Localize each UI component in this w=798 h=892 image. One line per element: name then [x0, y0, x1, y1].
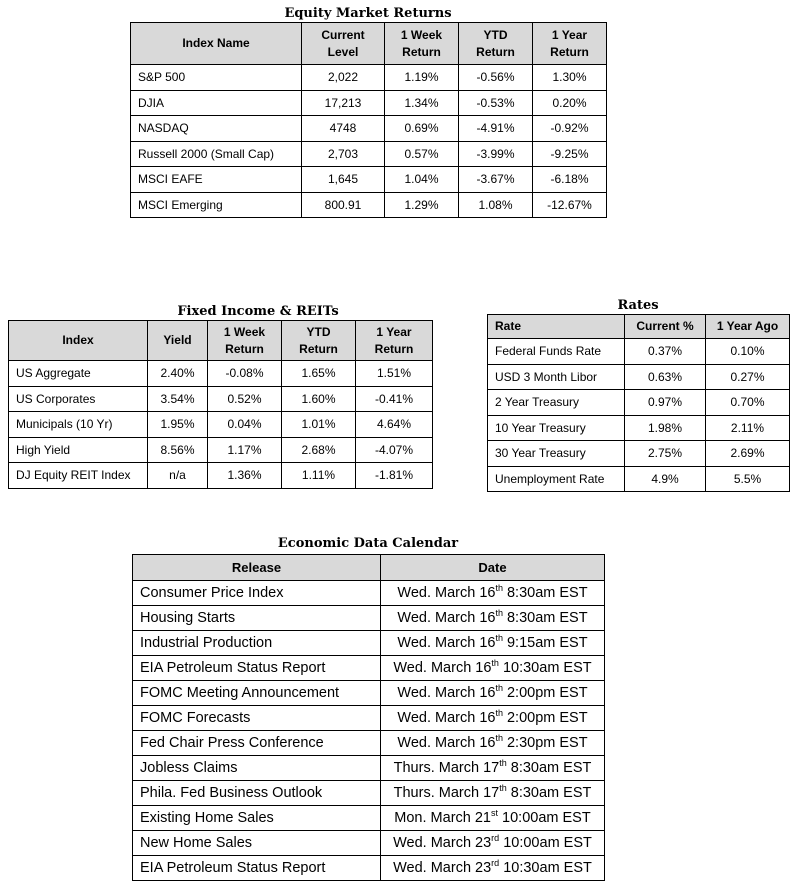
calendar-release-cell: Fed Chair Press Conference [133, 731, 381, 756]
calendar-date-suffix: th [499, 783, 507, 794]
calendar-date-time: 2:30pm EST [502, 735, 588, 751]
rates-cell: 0.37% [625, 339, 706, 365]
equity-cell: 1.19% [385, 65, 459, 91]
calendar-date-time: 10:00am EST [498, 810, 591, 826]
calendar-date-cell [381, 681, 605, 706]
equity-table-header [131, 23, 607, 65]
equity-header-label: Return [402, 44, 441, 59]
rates-table-header [488, 315, 790, 339]
calendar-date-cell [381, 606, 605, 631]
rates-cell: 10 Year Treasury [488, 415, 625, 441]
calendar-release-cell: New Home Sales [133, 831, 381, 856]
fixed-income-header-cell [356, 321, 433, 361]
rates-cell: Unemployment Rate [488, 466, 625, 492]
equity-cell: MSCI Emerging [131, 192, 302, 218]
calendar-date-time: 8:30am EST [506, 785, 592, 801]
equity-cell: 1.08% [459, 192, 533, 218]
fixed-income-table [8, 320, 433, 489]
calendar-release-cell: Housing Starts [133, 606, 381, 631]
fixed-income-title: Fixed Income & REITs [177, 304, 339, 319]
rates-header-cell [625, 315, 706, 339]
equity-cell: -9.25% [533, 141, 607, 167]
equity-row [131, 141, 607, 167]
rates-row [488, 441, 790, 467]
rates-section [487, 298, 790, 492]
calendar-date-time: 8:30am EST [506, 760, 592, 776]
fixed-income-cell: 2.68% [282, 437, 356, 463]
fixed-income-header-label: Yield [163, 333, 192, 347]
calendar-date-day: Thurs. March 17 [393, 785, 500, 801]
fixed-income-cell: 1.95% [148, 412, 208, 438]
fixed-income-header-label: YTD [306, 324, 331, 339]
equity-cell: 2,022 [302, 65, 385, 91]
fixed-income-cell: US Aggregate [9, 361, 148, 387]
calendar-release-cell: FOMC Forecasts [133, 706, 381, 731]
equity-cell: 0.57% [385, 141, 459, 167]
equity-cell: -12.67% [533, 192, 607, 218]
equity-header-cell [533, 23, 607, 65]
fixed-income-cell: High Yield [9, 437, 148, 463]
calendar-date-suffix: rd [491, 833, 500, 844]
fixed-income-cell: US Corporates [9, 386, 148, 412]
calendar-row [133, 606, 605, 631]
calendar-date-day: Wed. March 16 [397, 685, 496, 701]
equity-cell: NASDAQ [131, 116, 302, 142]
rates-header-label: Rate [495, 319, 522, 333]
rates-cell: 4.9% [625, 466, 706, 492]
calendar-release-cell: EIA Petroleum Status Report [133, 656, 381, 681]
calendar-date-cell [381, 856, 605, 881]
fixed-income-row [9, 437, 433, 463]
calendar-row [133, 656, 605, 681]
calendar-row [133, 806, 605, 831]
calendar-date-day: Wed. March 16 [397, 635, 496, 651]
equity-cell: 1.30% [533, 65, 607, 91]
calendar-date-suffix: rd [491, 858, 500, 869]
fixed-income-header-label: Return [374, 341, 414, 356]
equity-header-label: Index Name [182, 36, 250, 50]
rates-cell: 2.75% [625, 441, 706, 467]
fixed-income-cell: 4.64% [356, 412, 433, 438]
rates-row [488, 364, 790, 390]
calendar-release-cell: Consumer Price Index [133, 581, 381, 606]
rates-header-label: Current % [636, 319, 694, 333]
calendar-date-day: Wed. March 16 [397, 585, 496, 601]
calendar-release-cell: EIA Petroleum Status Report [133, 856, 381, 881]
rates-cell: 30 Year Treasury [488, 441, 625, 467]
equity-cell: S&P 500 [131, 65, 302, 91]
fixed-income-cell: 0.52% [208, 386, 282, 412]
calendar-date-time: 8:30am EST [502, 610, 588, 626]
fixed-income-cell: -0.41% [356, 386, 433, 412]
calendar-date-cell [381, 706, 605, 731]
calendar-row [133, 856, 605, 881]
calendar-title: Economic Data Calendar [277, 536, 459, 551]
equity-cell: 1.04% [385, 167, 459, 193]
equity-row [131, 90, 607, 116]
fixed-income-cell: -1.81% [356, 463, 433, 489]
calendar-row [133, 756, 605, 781]
calendar-header-label: Release [231, 560, 282, 575]
calendar-row [133, 581, 605, 606]
fixed-income-header-label: 1 Year [376, 324, 412, 339]
fixed-income-cell: 0.04% [208, 412, 282, 438]
calendar-date-cell [381, 631, 605, 656]
calendar-release-cell: Existing Home Sales [133, 806, 381, 831]
rates-cell: 2.69% [706, 441, 790, 467]
rates-title: Rates [617, 298, 659, 313]
rates-table-body [488, 339, 790, 492]
calendar-date-cell [381, 656, 605, 681]
rates-header-cell [488, 315, 625, 339]
equity-cell: 4748 [302, 116, 385, 142]
rates-row [488, 466, 790, 492]
calendar-table-body [133, 581, 605, 881]
calendar-row [133, 831, 605, 856]
rates-cell: 1.98% [625, 415, 706, 441]
calendar-table-header [133, 555, 605, 581]
fixed-income-cell: 1.60% [282, 386, 356, 412]
equity-table [130, 22, 607, 218]
calendar-date-day: Wed. March 16 [397, 710, 496, 726]
calendar-date-day: Thurs. March 17 [393, 760, 500, 776]
calendar-row [133, 731, 605, 756]
calendar-date-cell [381, 806, 605, 831]
equity-section [130, 6, 607, 218]
calendar-date-day: Wed. March 23 [393, 860, 492, 876]
equity-cell: -0.92% [533, 116, 607, 142]
calendar-date-time: 10:00am EST [499, 835, 592, 851]
fixed-income-header-label: Index [62, 333, 94, 347]
fixed-income-cell: 1.17% [208, 437, 282, 463]
fixed-income-header-cell [282, 321, 356, 361]
fixed-income-cell: -4.07% [356, 437, 433, 463]
calendar-date-day: Wed. March 16 [397, 610, 496, 626]
rates-cell: USD 3 Month Libor [488, 364, 625, 390]
fixed-income-header-cell [9, 321, 148, 361]
equity-header-cell [385, 23, 459, 65]
rates-cell: 0.27% [706, 364, 790, 390]
fixed-income-cell: -0.08% [208, 361, 282, 387]
fixed-income-cell: 1.65% [282, 361, 356, 387]
equity-header-label: Current [321, 27, 365, 42]
fixed-income-cell: 1.11% [282, 463, 356, 489]
rates-cell: Federal Funds Rate [488, 339, 625, 365]
fixed-income-table-body [9, 361, 433, 489]
calendar-release-cell: Industrial Production [133, 631, 381, 656]
equity-cell: 1.29% [385, 192, 459, 218]
equity-header-row [131, 23, 607, 65]
rates-cell: 0.70% [706, 390, 790, 416]
fixed-income-cell: 1.36% [208, 463, 282, 489]
fixed-income-cell: DJ Equity REIT Index [9, 463, 148, 489]
fixed-income-header-cell [208, 321, 282, 361]
fixed-income-cell: Municipals (10 Yr) [9, 412, 148, 438]
calendar-date-time: 9:15am EST [502, 635, 588, 651]
equity-cell: MSCI EAFE [131, 167, 302, 193]
calendar-date-suffix: th [495, 583, 503, 594]
fixed-income-cell: 2.40% [148, 361, 208, 387]
calendar-date-cell [381, 731, 605, 756]
rates-table [487, 314, 790, 492]
equity-header-label: Return [550, 44, 589, 59]
fixed-income-cell: 1.01% [282, 412, 356, 438]
calendar-date-day: Wed. March 23 [393, 835, 492, 851]
rates-header-cell [706, 315, 790, 339]
calendar-row [133, 781, 605, 806]
fixed-income-cell: 1.51% [356, 361, 433, 387]
equity-cell: 0.20% [533, 90, 607, 116]
equity-row [131, 65, 607, 91]
calendar-date-time: 2:00pm EST [502, 685, 588, 701]
rates-cell: 0.10% [706, 339, 790, 365]
fixed-income-header-row [9, 321, 433, 361]
equity-table-body [131, 65, 607, 218]
rates-cell: 2 Year Treasury [488, 390, 625, 416]
fixed-income-table-header [9, 321, 433, 361]
equity-header-cell [459, 23, 533, 65]
calendar-row [133, 631, 605, 656]
equity-cell: -3.67% [459, 167, 533, 193]
equity-cell: -0.56% [459, 65, 533, 91]
calendar-date-time: 8:30am EST [502, 585, 588, 601]
calendar-date-suffix: th [495, 683, 503, 694]
fixed-income-row [9, 386, 433, 412]
equity-cell: -0.53% [459, 90, 533, 116]
fixed-income-cell: 3.54% [148, 386, 208, 412]
rates-row [488, 390, 790, 416]
equity-cell: Russell 2000 (Small Cap) [131, 141, 302, 167]
calendar-date-suffix: st [491, 808, 499, 819]
rates-cell: 0.63% [625, 364, 706, 390]
fixed-income-header-label: Return [225, 341, 264, 356]
rates-row [488, 415, 790, 441]
fixed-income-header-cell [148, 321, 208, 361]
calendar-date-cell [381, 781, 605, 806]
calendar-header-cell [381, 555, 605, 581]
calendar-section [132, 536, 605, 881]
equity-cell: DJIA [131, 90, 302, 116]
equity-row [131, 116, 607, 142]
calendar-date-suffix: th [491, 658, 499, 669]
equity-cell: 1.34% [385, 90, 459, 116]
fixed-income-row [9, 463, 433, 489]
calendar-table [132, 554, 605, 881]
equity-row [131, 167, 607, 193]
calendar-date-time: 10:30am EST [498, 660, 592, 676]
calendar-header-label: Date [478, 560, 507, 575]
equity-cell: 800.91 [302, 192, 385, 218]
rates-row [488, 339, 790, 365]
fixed-income-row [9, 412, 433, 438]
equity-header-label: YTD [483, 27, 508, 42]
equity-header-cell [302, 23, 385, 65]
equity-row [131, 192, 607, 218]
calendar-release-cell: Jobless Claims [133, 756, 381, 781]
calendar-date-cell [381, 756, 605, 781]
calendar-date-day: Wed. March 16 [397, 735, 496, 751]
calendar-date-suffix: th [499, 758, 507, 769]
equity-cell: 0.69% [385, 116, 459, 142]
calendar-date-cell [381, 831, 605, 856]
fixed-income-cell: n/a [148, 463, 208, 489]
calendar-date-time: 10:30am EST [499, 860, 592, 876]
equity-cell: 17,213 [302, 90, 385, 116]
equity-header-label: 1 Year [551, 27, 588, 42]
equity-cell: 2,703 [302, 141, 385, 167]
calendar-date-cell [381, 581, 605, 606]
fixed-income-cell: 8.56% [148, 437, 208, 463]
calendar-row [133, 681, 605, 706]
rates-cell: 0.97% [625, 390, 706, 416]
fixed-income-header-label: 1 Week [223, 324, 266, 339]
calendar-header-row [133, 555, 605, 581]
equity-cell: -6.18% [533, 167, 607, 193]
equity-header-label: Level [327, 44, 359, 59]
calendar-date-time: 2:00pm EST [502, 710, 588, 726]
calendar-header-cell [133, 555, 381, 581]
calendar-date-suffix: th [495, 633, 503, 644]
equity-header-label: Return [476, 44, 515, 59]
calendar-date-day: Mon. March 21 [394, 810, 491, 826]
calendar-date-suffix: th [495, 608, 503, 619]
fixed-income-header-label: Return [299, 341, 338, 356]
rates-cell: 5.5% [706, 466, 790, 492]
calendar-date-day: Wed. March 16 [393, 660, 492, 676]
calendar-date-suffix: th [495, 733, 503, 744]
equity-header-label: 1 Week [400, 27, 443, 42]
equity-cell: -3.99% [459, 141, 533, 167]
equity-cell: -4.91% [459, 116, 533, 142]
fixed-income-section [8, 304, 508, 489]
calendar-date-suffix: th [495, 708, 503, 719]
rates-header-row [488, 315, 790, 339]
rates-cell: 2.11% [706, 415, 790, 441]
calendar-release-cell: Phila. Fed Business Outlook [133, 781, 381, 806]
calendar-release-cell: FOMC Meeting Announcement [133, 681, 381, 706]
equity-cell: 1,645 [302, 167, 385, 193]
rates-header-label: 1 Year Ago [716, 319, 779, 333]
calendar-row [133, 706, 605, 731]
equity-title: Equity Market Returns [284, 6, 452, 21]
fixed-income-row [9, 361, 433, 387]
equity-header-cell [131, 23, 302, 65]
